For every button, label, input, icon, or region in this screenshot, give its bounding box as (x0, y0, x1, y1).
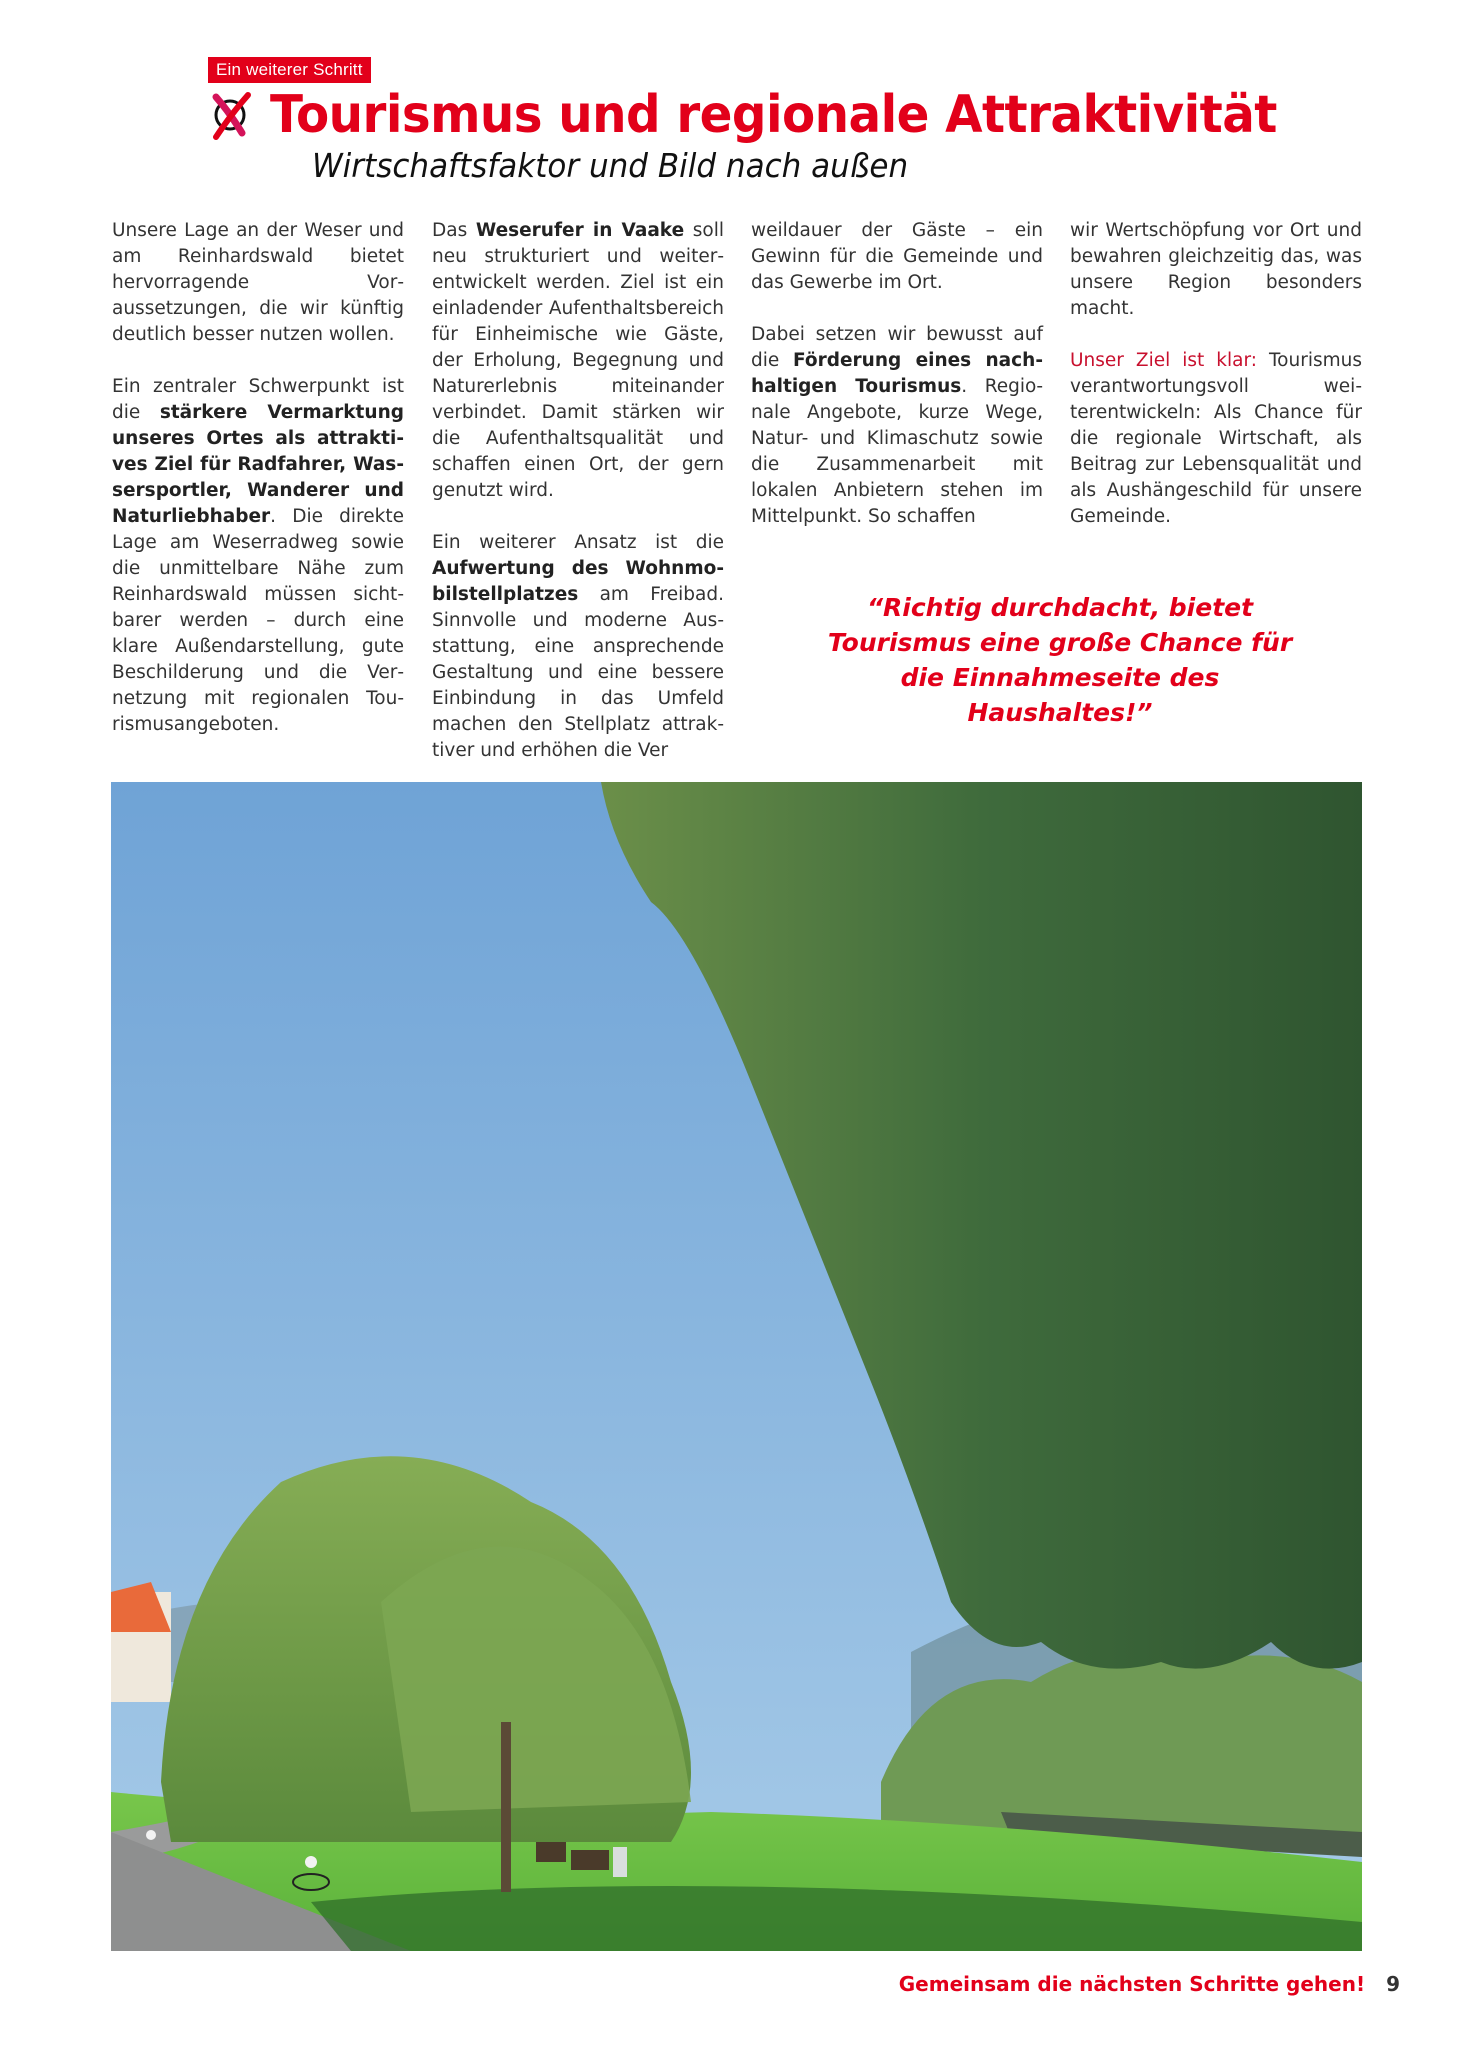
photo-illustration (111, 782, 1362, 1951)
page-number: 9 (1386, 1972, 1400, 1996)
body-text: soll neu strukturiert und weiterentwickelt werden. Ziel ist ein einladender Aufenthaltsbereich für Einheimische wie Gäste, der Erholung, Begegnung und Naturerlebnis miteinander verbindet. Damit stärken wir die Aufenthaltsqualität und schaffen einen Ort, der gern genutzt wird. (432, 220, 724, 501)
body-text: weildauer der Gäste – ein Gewinn für die Gemeinde und das Gewerbe im Ort. (751, 220, 1043, 293)
body-text: Ein zentraler Schwerpunkt ist die (112, 376, 404, 423)
footer-slogan: Gemeinsam die nächsten Schritte gehen! (898, 1972, 1366, 1996)
emphasis-text: Förderung eines nachhaltigen Tourismus (751, 350, 1043, 397)
paragraph (751, 322, 1043, 530)
bench-1 (536, 1842, 566, 1862)
body-text: Unsere Lage an der Weser und am Reinhardswald bietet hervorragende Voraussetzungen, die wir künftig deutlich besser nutzen wollen. (112, 220, 404, 345)
paragraph (1070, 348, 1362, 530)
paragraph (432, 218, 724, 504)
text-column-2 (432, 218, 724, 764)
emphasis-text: stärkere Vermarktung unseres Ortes als attraktives Ziel für Radfahrer, Wassersportler, Wanderer und Naturliebhaber (112, 402, 404, 527)
willow-trunk (501, 1722, 511, 1892)
highlight-text: Unser Ziel ist klar: (1070, 350, 1258, 371)
paragraph (432, 530, 724, 764)
ballot-cross-icon (208, 87, 256, 143)
body-text: Das (432, 220, 476, 241)
waste-bin (613, 1847, 627, 1877)
title-row (208, 80, 1353, 150)
emphasis-text: Weserufer in Vaake (475, 220, 685, 241)
body-text: Ein weiterer Ansatz ist die (432, 532, 724, 553)
pull-quote: “Richtig durchdacht, bietet Tourismus eine große Chance für die Einnahmeseite des Haushaltes!” (827, 593, 1293, 727)
text-column-4 (1070, 218, 1362, 530)
paragraph (1070, 218, 1362, 322)
cyclist-2 (305, 1856, 317, 1868)
page-footer (899, 1972, 1400, 1996)
paragraph (112, 218, 404, 348)
emphasis-text: Aufwertung des Wohnmobilstellplatzes (432, 558, 724, 605)
body-text: Dabei setzen wir bewusst auf die (751, 324, 1043, 371)
section-kicker: Ein weiterer Schritt (208, 57, 371, 83)
body-text: Tourismus verantwortungsvoll weiterentwickeln: Als Chance für die regionale Wirtschaft, als Beitrag zur Lebensqualität und als Aushängeschild für unsere Gemeinde. (1070, 350, 1362, 527)
paragraph (112, 374, 404, 738)
bench-2 (571, 1850, 609, 1870)
paragraph (751, 218, 1043, 296)
cyclist-1 (146, 1830, 156, 1840)
text-column-3 (751, 218, 1043, 530)
body-text: wir Wertschöpfung vor Ort und bewahren gleichzeitig das, was unsere Region besonders macht. (1070, 220, 1362, 319)
page-subtitle: Wirtschaftsfaktor und Bild nach außen (312, 146, 909, 185)
body-text: . Regionale Angebote, kurze Wege, Natur- und Klimaschutz sowie die Zusammenarbeit mit lokalen Anbietern stehen im Mittelpunkt. So schaffen (751, 376, 1043, 527)
text-column-1 (112, 218, 404, 738)
riverbank-willow-photo (111, 782, 1362, 1951)
body-text: am Freibad. Sinnvolle und moderne Ausstattung, eine ansprechende Gestaltung und eine bessere Einbindung in das Umfeld machen den Stellplatz attraktiver und erhöhen die Ver (432, 584, 724, 761)
body-text: . Die direkte Lage am Weserradweg sowie die unmittelbare Nähe zum Reinhardswald müssen sichtbarer werden – durch eine klare Außendarstellung, gute Beschilderung und die Vernetzung mit regionalen Tourismusangeboten. (112, 506, 404, 735)
page-title: Tourismus und regionale Attraktivität (270, 85, 1277, 145)
